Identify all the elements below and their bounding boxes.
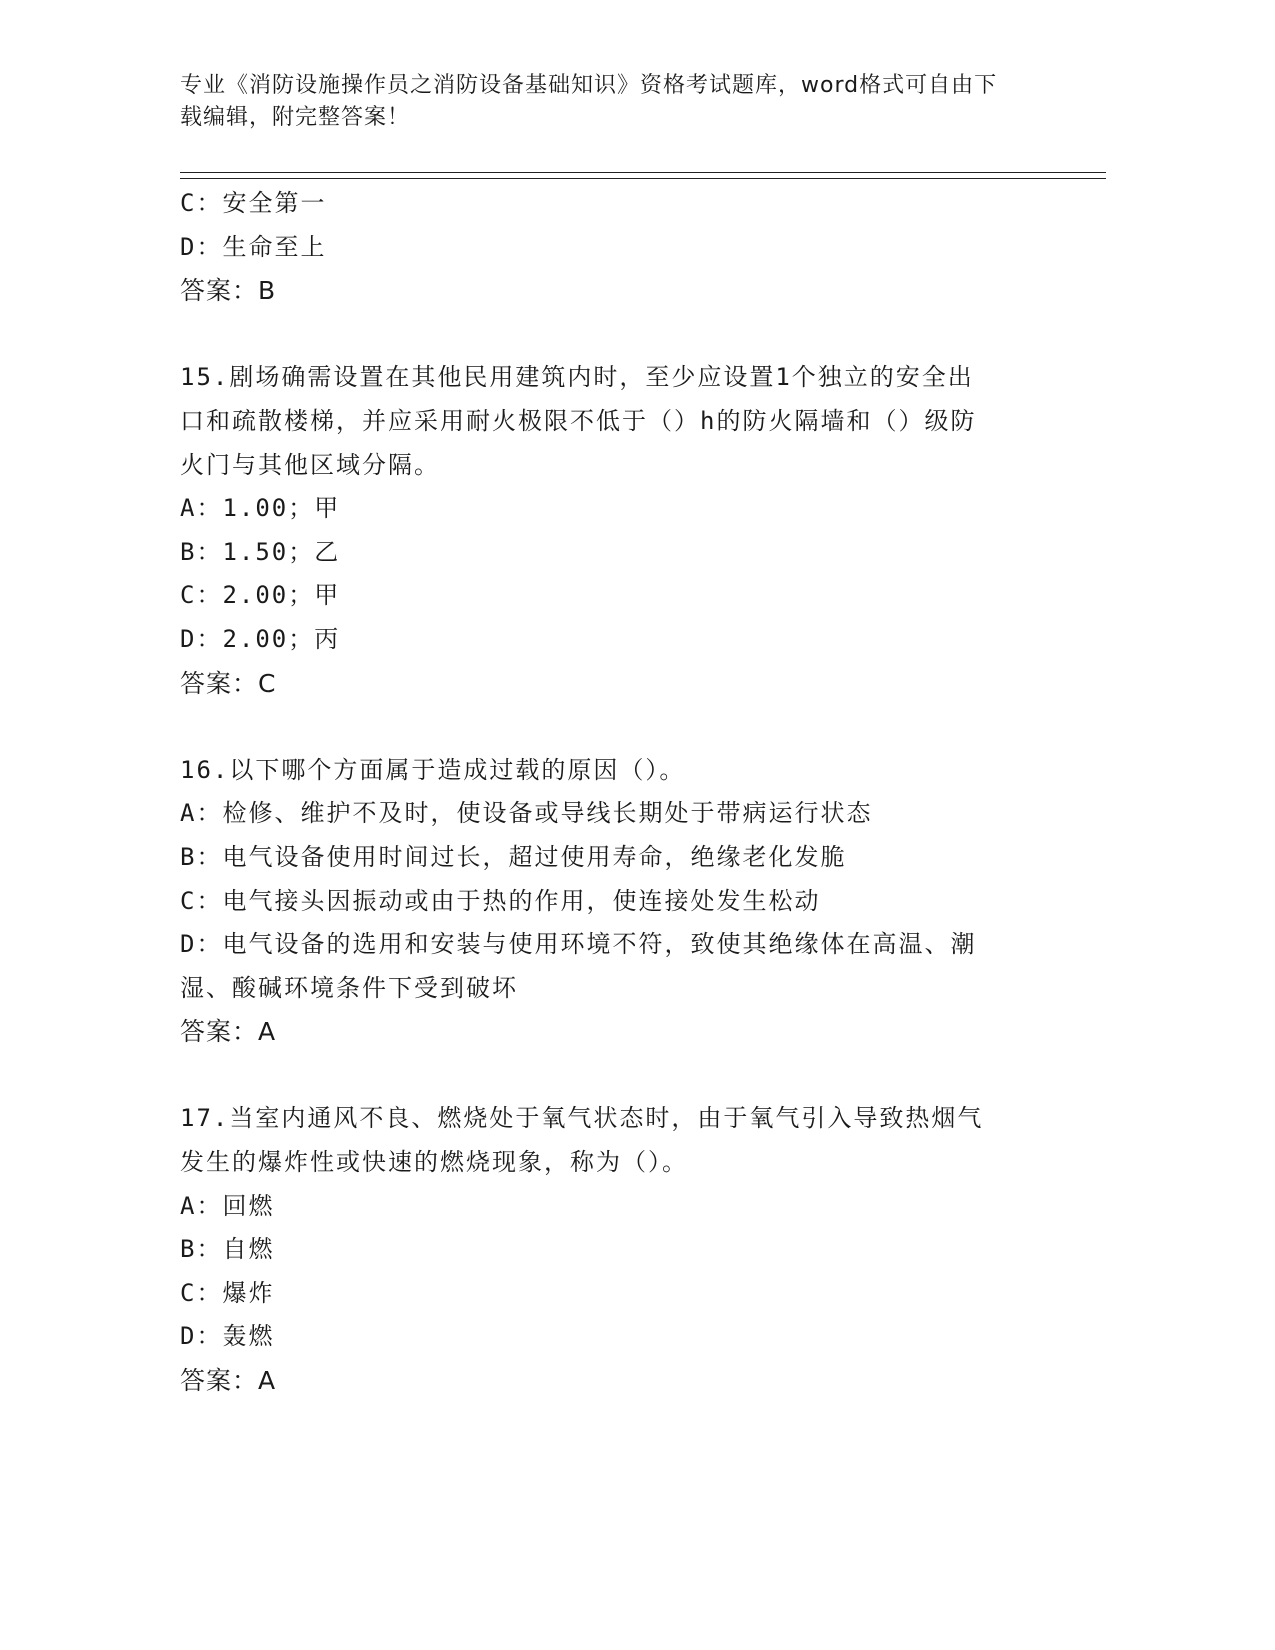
header-line-1: 专业《消防设施操作员之消防设备基础知识》资格考试题库，word格式可自由下 [180, 73, 998, 98]
question-text-line: 17.当室内通风不良、燃烧处于氧气状态时，由于氧气引入导致热烟气 [180, 1104, 984, 1133]
option-c: C：电气接头因振动或由于热的作用，使连接处发生松动 [180, 886, 821, 915]
option-d: D：轰燃 [180, 1322, 275, 1351]
answer: 答案：B [180, 276, 277, 306]
spacer [180, 705, 1040, 749]
document-header [180, 70, 1040, 134]
option-d: D：2.00；丙 [180, 624, 341, 653]
header-rule-bottom [180, 178, 1106, 179]
option-a: A：回燃 [180, 1191, 275, 1220]
question-text-line: 口和疏散楼梯，并应采用耐火极限不低于（）h的防火隔墙和（）级防 [180, 406, 977, 435]
option-c: C：爆炸 [180, 1278, 275, 1307]
question-text-line: 火门与其他区域分隔。 [180, 450, 440, 479]
spacer [180, 1054, 1040, 1098]
previous-question-tail [180, 182, 1040, 313]
option-a: A：检修、维护不及时，使设备或导线长期处于带病运行状态 [180, 799, 873, 828]
option-b: B：电气设备使用时间过长，超过使用寿命，绝缘老化发脆 [180, 842, 847, 871]
question-15 [180, 356, 1040, 705]
answer: 答案：A [180, 1017, 277, 1047]
option-d-continuation: 湿、酸碱环境条件下受到破坏 [180, 973, 518, 1002]
answer: 答案：A [180, 1366, 277, 1396]
spacer [180, 313, 1040, 357]
option-d: D：电气设备的选用和安装与使用环境不符，致使其绝缘体在高温、潮 [180, 930, 977, 959]
option-c: C：安全第一 [180, 189, 327, 217]
question-text-line: 15.剧场确需设置在其他民用建筑内时，至少应设置1个独立的安全出 [180, 363, 974, 392]
answer: 答案：C [180, 668, 277, 698]
option-c: C：2.00；甲 [180, 581, 341, 610]
header-line-2: 载编辑，附完整答案！ [180, 105, 411, 130]
document-body [180, 182, 1040, 1403]
question-16 [180, 749, 1040, 1054]
option-b: B：1.50；乙 [180, 537, 341, 566]
option-b: B：自燃 [180, 1235, 275, 1264]
question-text-line: 16.以下哪个方面属于造成过载的原因（）。 [180, 755, 686, 784]
question-17 [180, 1097, 1040, 1402]
option-a: A：1.00；甲 [180, 494, 341, 523]
question-text-line: 发生的爆炸性或快速的燃烧现象，称为（）。 [180, 1148, 688, 1177]
option-d: D：生命至上 [180, 232, 327, 261]
header-rule-top [180, 172, 1106, 173]
